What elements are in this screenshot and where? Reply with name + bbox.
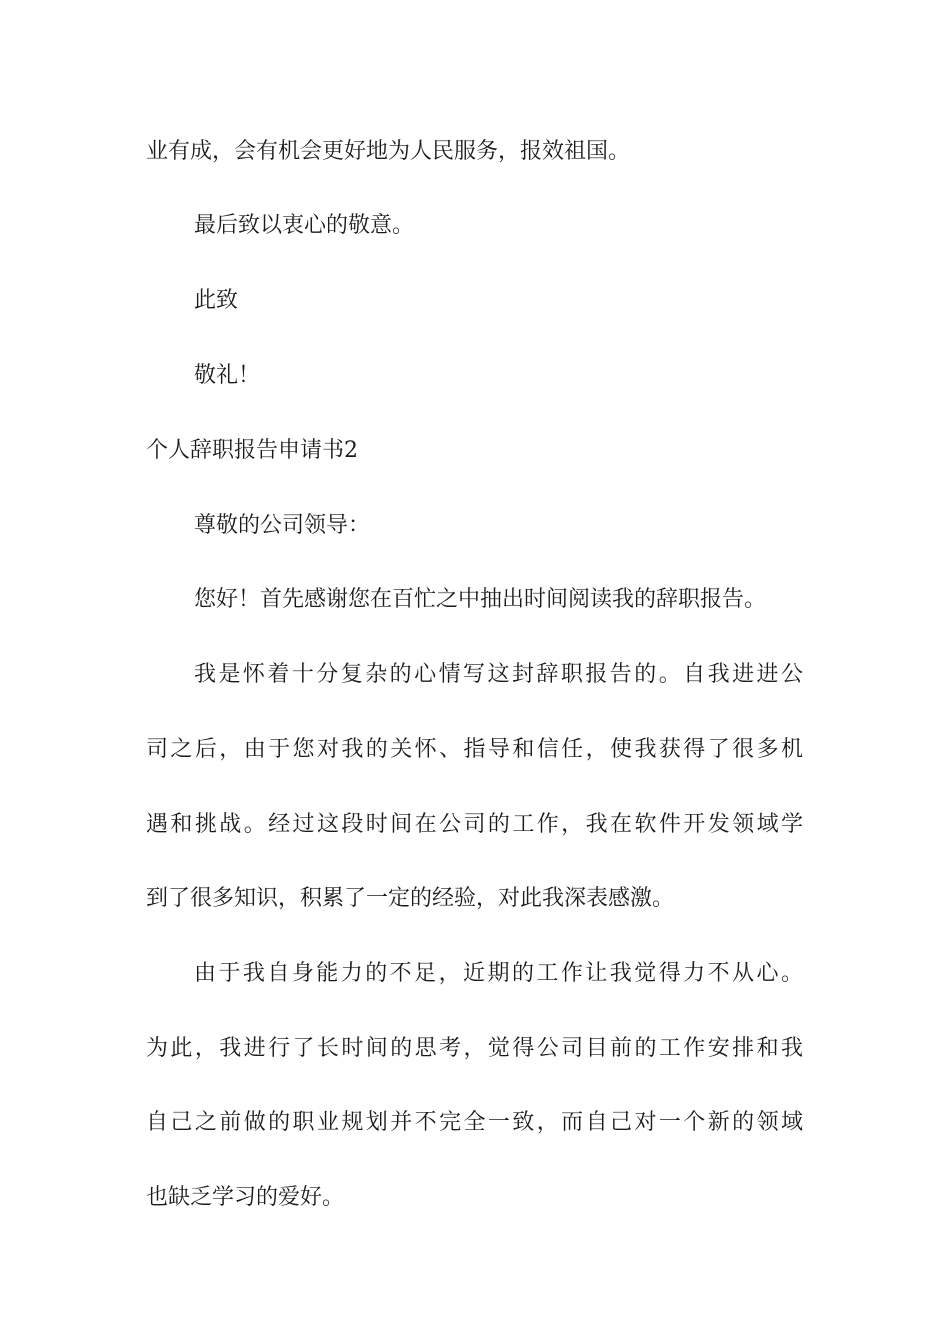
text-line-15: 也缺乏学习的爱好。 bbox=[146, 1185, 345, 1210]
closing-remark: 最后致以衷心的敬意。 bbox=[194, 213, 415, 238]
text-line-8: 我是怀着十分复杂的心情写这封辞职报告的。自我进进公 bbox=[194, 662, 803, 687]
text-line-11: 到了很多知识，积累了一定的经验，对此我深表感激。 bbox=[146, 886, 675, 911]
letter-greeting: 尊敬的公司领导： bbox=[194, 513, 371, 538]
text-line-14: 自己之前做的职业规划并不完全一致，而自己对一个新的领域 bbox=[146, 1110, 803, 1135]
text-line-7: 您好！首先感谢您在百忙之中抽出时间阅读我的辞职报告。 bbox=[194, 587, 767, 612]
text-line-10: 遇和挑战。经过这段时间在公司的工作，我在软件开发领域学 bbox=[146, 812, 803, 837]
text-line-1: 业有成，会有机会更好地为人民服务，报效祖国。 bbox=[146, 139, 631, 164]
section-title: 个人辞职报告申请书2 bbox=[146, 438, 358, 463]
salutation-jingli: 敬礼！ bbox=[194, 363, 261, 388]
text-line-9: 司之后，由于您对我的关怀、指导和信任，使我获得了很多机 bbox=[146, 737, 803, 762]
text-line-12: 由于我自身能力的不足，近期的工作让我觉得力不从心。 bbox=[194, 961, 803, 986]
salutation-cizhi: 此致 bbox=[194, 288, 239, 313]
text-line-13: 为此，我进行了长时间的思考，觉得公司目前的工作安排和我 bbox=[146, 1036, 803, 1061]
